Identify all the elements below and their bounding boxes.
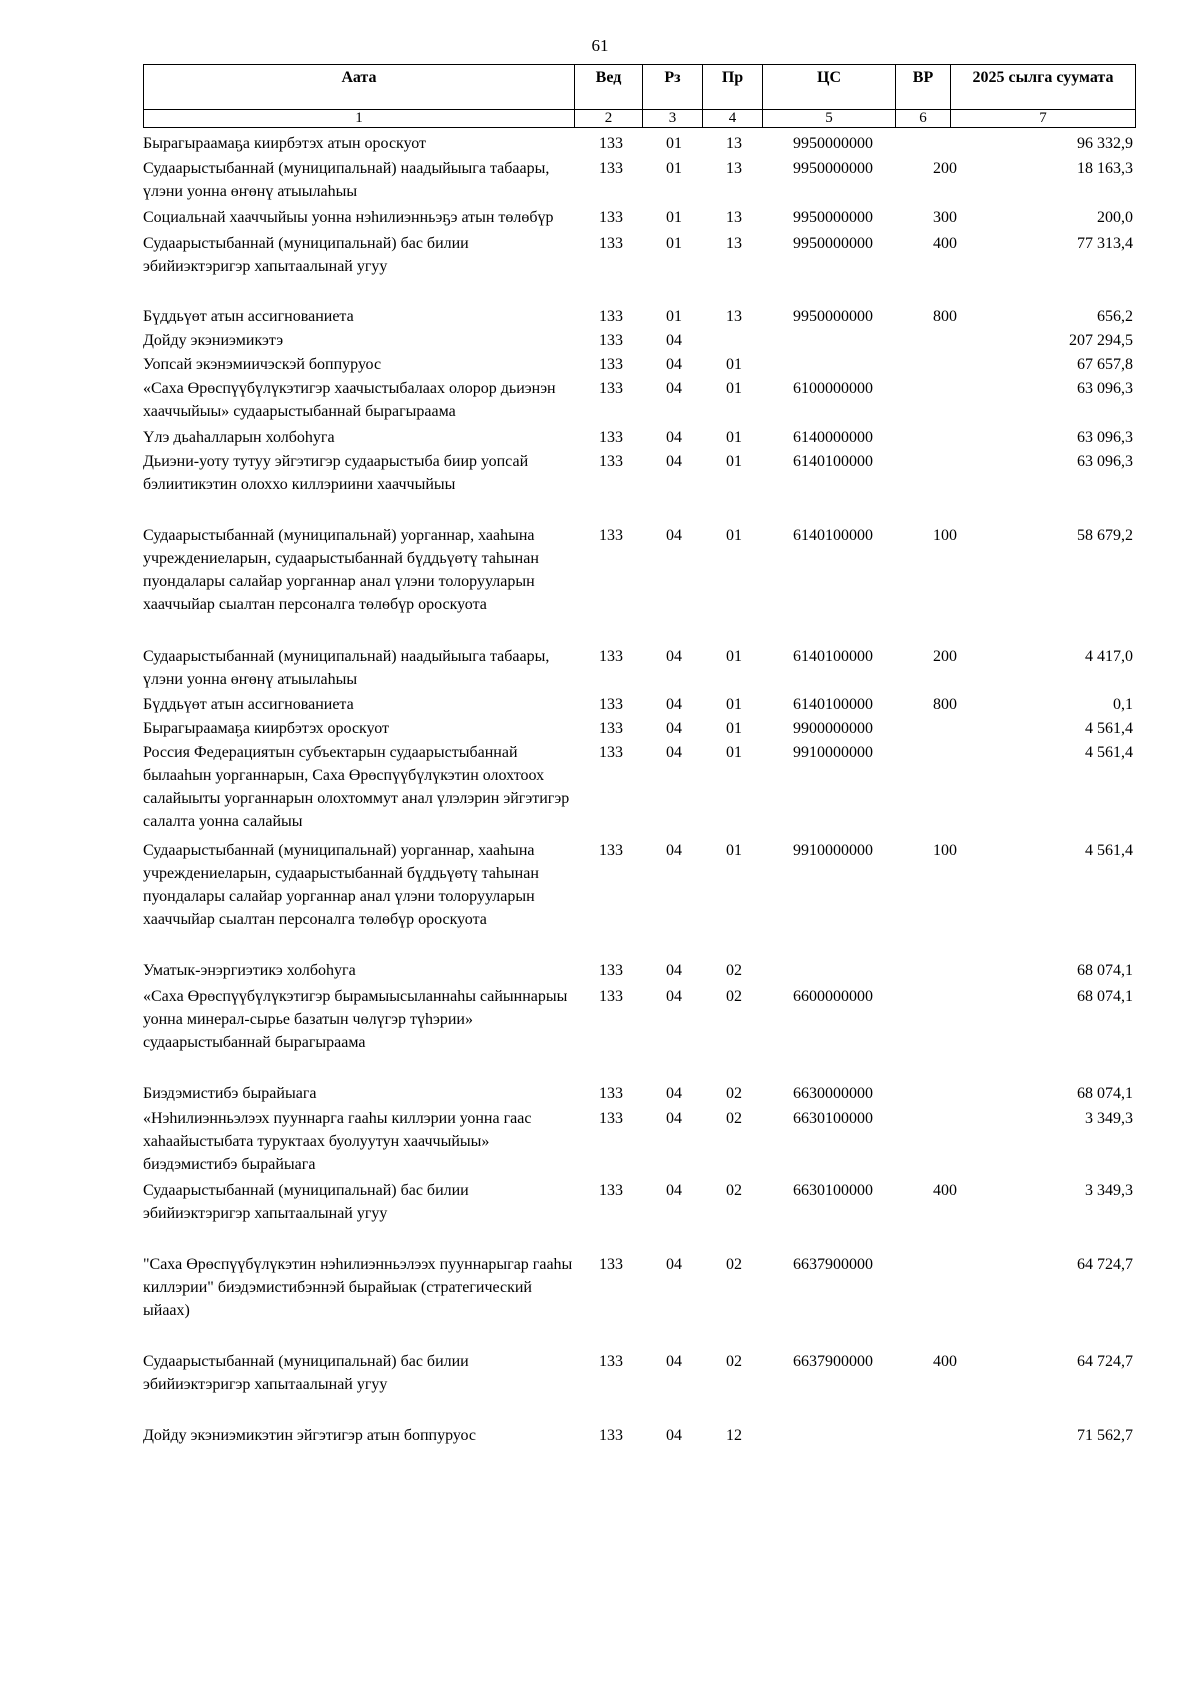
- table-row: [143, 1082, 1135, 1105]
- table-row: [143, 329, 1135, 352]
- row-vr: 400: [933, 1353, 957, 1370]
- table-row: [143, 353, 1135, 376]
- row-rz: 01: [666, 308, 682, 325]
- row-rz: 04: [666, 744, 682, 761]
- row-name: Судаарыстыбаннай (муниципальнай) наадыйыыга табаары, үлэни уонна өҥөнү атыылаһыы: [143, 648, 550, 688]
- row-sum: 0,1: [1113, 696, 1133, 713]
- row-rz: 04: [666, 1085, 682, 1102]
- row-sum: 4 417,0: [1085, 648, 1133, 665]
- table-row: [143, 305, 1135, 328]
- row-name: "Саха Өрөспүүбүлүкэтин нэһилиэнньэлээх пууннарыгар гааһы киллэрии" биэдэмистибэннэй бырайыак (стратегический ыйаах): [143, 1256, 573, 1319]
- row-rz: 04: [666, 1110, 682, 1127]
- row-rz: 04: [666, 453, 682, 470]
- row-pr: 01: [726, 453, 742, 470]
- row-cs: 6140100000: [793, 648, 873, 665]
- row-cs: 6140100000: [793, 696, 873, 713]
- row-rz: 04: [666, 380, 682, 397]
- row-name: Судаарыстыбаннай (муниципальнай) наадыйыыга табаары, үлэни уонна өҥөнү атыылаһыы: [143, 160, 550, 200]
- row-pr: 13: [726, 209, 742, 226]
- table-row: [143, 1350, 1135, 1396]
- row-pr: 13: [726, 308, 742, 325]
- row-rz: 04: [666, 332, 682, 349]
- table-row: [143, 206, 1135, 229]
- row-vr: 800: [933, 308, 957, 325]
- row-pr: 02: [726, 988, 742, 1005]
- row-pr: 01: [726, 356, 742, 373]
- row-vr: 400: [933, 1182, 957, 1199]
- row-pr: 02: [726, 1085, 742, 1102]
- row-pr: 13: [726, 135, 742, 152]
- row-ved: 133: [599, 988, 623, 1005]
- row-name: Бырагыраамаҕа киирбэтэх ороскуот: [143, 720, 389, 737]
- row-sum: 64 724,7: [1077, 1353, 1133, 1370]
- row-rz: 01: [666, 135, 682, 152]
- row-ved: 133: [599, 380, 623, 397]
- col-header-sum: 2025 сылга суумата: [951, 65, 1136, 110]
- row-ved: 133: [599, 332, 623, 349]
- row-name: Судаарыстыбаннай (муниципальнай) уорганнар, хааһына учреждениеларын, судаарыстыбаннай бүддьүөтү таһынан пуондалары салайар уорганнар анал үлэни толорууларын хааччыйар сыалтан персоналга төлөбүр ороскуота: [143, 842, 539, 928]
- row-rz: 01: [666, 160, 682, 177]
- row-ved: 133: [599, 356, 623, 373]
- row-pr: 13: [726, 160, 742, 177]
- page-number: 61: [591, 36, 609, 55]
- table-row: [143, 132, 1135, 155]
- table-row: [143, 985, 1135, 1054]
- row-ved: 133: [599, 1085, 623, 1102]
- row-sum: 4 561,4: [1085, 842, 1133, 859]
- row-name: «Саха Өрөспүүбүлүкэтигэр бырамыысыланнаһы сайыннарыы уонна минерал-сырье базатын чөлүгэр түһэрии» судаарыстыбаннай бырагыраама: [143, 988, 568, 1051]
- col-number: 2: [575, 110, 643, 128]
- col-header-rz: Рз: [643, 65, 703, 110]
- row-pr: 02: [726, 1256, 742, 1273]
- table-row: [143, 524, 1135, 616]
- table-row: [143, 741, 1135, 833]
- row-rz: 04: [666, 988, 682, 1005]
- table-row: [143, 450, 1135, 496]
- row-cs: 6630000000: [793, 1085, 873, 1102]
- row-cs: 6630100000: [793, 1110, 873, 1127]
- row-name: Үлэ дьаһалларын холбоһуга: [143, 429, 335, 446]
- row-sum: 4 561,4: [1085, 744, 1133, 761]
- row-pr: 01: [726, 648, 742, 665]
- row-pr: 12: [726, 1427, 742, 1444]
- row-cs: 9950000000: [793, 235, 873, 252]
- row-pr: 01: [726, 696, 742, 713]
- row-sum: 63 096,3: [1077, 429, 1133, 446]
- row-sum: 68 074,1: [1077, 988, 1133, 1005]
- row-ved: 133: [599, 1110, 623, 1127]
- row-name: Социальнай хааччыйыы уонна нэһилиэнньэҕэ атын төлөбүр: [143, 209, 554, 226]
- row-pr: 01: [726, 380, 742, 397]
- row-cs: 9950000000: [793, 308, 873, 325]
- row-pr: 02: [726, 1110, 742, 1127]
- row-ved: 133: [599, 527, 623, 544]
- row-name: Судаарыстыбаннай (муниципальнай) уорганнар, хааһына учреждениеларын, судаарыстыбаннай бүддьүөтү таһынан пуондалары салайар уорганнар анал үлэни толорууларын хааччыйар сыалтан персоналга төлөбүр ороскуота: [143, 527, 539, 613]
- table-row: [143, 1424, 1135, 1447]
- row-sum: 200,0: [1097, 209, 1133, 226]
- row-rz: 04: [666, 1256, 682, 1273]
- col-number: 3: [643, 110, 703, 128]
- row-cs: 6600000000: [793, 988, 873, 1005]
- row-rz: 04: [666, 527, 682, 544]
- row-rz: 04: [666, 720, 682, 737]
- row-ved: 133: [599, 720, 623, 737]
- row-cs: 6630100000: [793, 1182, 873, 1199]
- col-number: 7: [951, 110, 1136, 128]
- row-name: Уматык-энэргиэтикэ холбоһуга: [143, 962, 356, 979]
- row-name: Бүддьүөт атын ассигнованиета: [143, 696, 354, 713]
- col-number: 5: [763, 110, 896, 128]
- row-name: Уопсай экэнэмиичэскэй боппуруос: [143, 356, 382, 373]
- row-pr: 13: [726, 235, 742, 252]
- col-number: 6: [896, 110, 951, 128]
- row-rz: 04: [666, 842, 682, 859]
- row-pr: 01: [726, 429, 742, 446]
- row-name: «Саха Өрөспүүбүлүкэтигэр хаачыстыбалаах олорор дьиэнэн хааччыйыы» судаарыстыбаннай бырагыраама: [143, 380, 556, 420]
- row-name: Дойду экэниэмикэтэ: [143, 332, 284, 349]
- row-rz: 04: [666, 1353, 682, 1370]
- row-ved: 133: [599, 160, 623, 177]
- row-sum: 656,2: [1097, 308, 1133, 325]
- row-sum: 3 349,3: [1085, 1110, 1133, 1127]
- row-cs: 6637900000: [793, 1256, 873, 1273]
- row-ved: 133: [599, 1353, 623, 1370]
- col-header-vr: ВР: [896, 65, 951, 110]
- row-vr: 100: [933, 842, 957, 859]
- col-number: 4: [703, 110, 763, 128]
- row-rz: 01: [666, 209, 682, 226]
- table-row: [143, 157, 1135, 203]
- row-name: Бырагыраамаҕа киирбэтэх атын ороскуот: [143, 135, 426, 152]
- col-header-pr: Пр: [703, 65, 763, 110]
- row-ved: 133: [599, 209, 623, 226]
- row-sum: 58 679,2: [1077, 527, 1133, 544]
- row-sum: 96 332,9: [1077, 135, 1133, 152]
- table-row: [143, 377, 1135, 423]
- row-ved: 133: [599, 235, 623, 252]
- row-pr: 01: [726, 842, 742, 859]
- table-row: [143, 1179, 1135, 1225]
- table-row: [143, 1253, 1135, 1322]
- row-cs: 9910000000: [793, 744, 873, 761]
- row-ved: 133: [599, 1182, 623, 1199]
- row-vr: 800: [933, 696, 957, 713]
- row-ved: 133: [599, 135, 623, 152]
- row-ved: 133: [599, 962, 623, 979]
- table-row: [143, 693, 1135, 716]
- row-cs: 9900000000: [793, 720, 873, 737]
- row-vr: 200: [933, 648, 957, 665]
- row-cs: 9950000000: [793, 135, 873, 152]
- row-name: Судаарыстыбаннай (муниципальнай) бас билии эбийиэктэригэр хапытаалынай угуу: [143, 235, 469, 275]
- row-sum: 18 163,3: [1077, 160, 1133, 177]
- table-row: [143, 1107, 1135, 1176]
- row-pr: 01: [726, 527, 742, 544]
- row-name: Дьиэни-уоту тутуу эйгэтигэр судаарыстыба биир уопсай бэлиитикэтин олоххо киллэриини хааччыйыы: [143, 453, 529, 493]
- table-header: [143, 64, 1136, 128]
- row-sum: 63 096,3: [1077, 453, 1133, 470]
- row-rz: 01: [666, 235, 682, 252]
- row-pr: 01: [726, 720, 742, 737]
- row-pr: 02: [726, 962, 742, 979]
- row-cs: 6140100000: [793, 527, 873, 544]
- table-row: [143, 839, 1135, 931]
- row-cs: 6100000000: [793, 380, 873, 397]
- row-ved: 133: [599, 308, 623, 325]
- row-vr: 300: [933, 209, 957, 226]
- row-sum: 64 724,7: [1077, 1256, 1133, 1273]
- row-cs: 6637900000: [793, 1353, 873, 1370]
- row-ved: 133: [599, 744, 623, 761]
- row-vr: 400: [933, 235, 957, 252]
- row-name: Биэдэмистибэ бырайыага: [143, 1085, 317, 1102]
- col-header-name: Аата: [144, 65, 575, 110]
- col-number: 1: [144, 110, 575, 128]
- row-ved: 133: [599, 453, 623, 470]
- row-sum: 77 313,4: [1077, 235, 1133, 252]
- row-rz: 04: [666, 1182, 682, 1199]
- row-ved: 133: [599, 648, 623, 665]
- table-row: [143, 645, 1135, 691]
- row-rz: 04: [666, 962, 682, 979]
- row-ved: 133: [599, 842, 623, 859]
- table-row: [143, 959, 1135, 982]
- row-sum: 68 074,1: [1077, 1085, 1133, 1102]
- row-rz: 04: [666, 648, 682, 665]
- row-ved: 133: [599, 1427, 623, 1444]
- row-rz: 04: [666, 696, 682, 713]
- row-cs: 6140000000: [793, 429, 873, 446]
- table-row: [143, 426, 1135, 449]
- row-ved: 133: [599, 1256, 623, 1273]
- row-sum: 71 562,7: [1077, 1427, 1133, 1444]
- col-header-cs: ЦС: [763, 65, 896, 110]
- col-header-ved: Вед: [575, 65, 643, 110]
- row-vr: 100: [933, 527, 957, 544]
- row-ved: 133: [599, 429, 623, 446]
- row-rz: 04: [666, 356, 682, 373]
- row-sum: 68 074,1: [1077, 962, 1133, 979]
- row-name: «Нэһилиэнньэлээх пууннарга гааһы киллэрии уонна гаас хаһаайыстыбата туруктаах буолуутун хааччыйыы» биэдэмистибэ бырайыага: [143, 1110, 532, 1173]
- table-row: [143, 717, 1135, 740]
- row-name: Бүддьүөт атын ассигнованиета: [143, 308, 354, 325]
- row-sum: 63 096,3: [1077, 380, 1133, 397]
- row-cs: 6140100000: [793, 453, 873, 470]
- row-sum: 4 561,4: [1085, 720, 1133, 737]
- row-cs: 9950000000: [793, 160, 873, 177]
- row-rz: 04: [666, 1427, 682, 1444]
- row-ved: 133: [599, 696, 623, 713]
- row-sum: 67 657,8: [1077, 356, 1133, 373]
- row-name: Россия Федерациятын субъектарын судаарыстыбаннай былааһын уорганнарын, Саха Өрөспүүбүлүкэтин олохтоох салайыыты уорганнарын олохтоммут анал үлэлэрин эйгэтигэр салалта уонна салайыы: [143, 744, 570, 830]
- table-row: [143, 232, 1135, 278]
- row-rz: 04: [666, 429, 682, 446]
- row-vr: 200: [933, 160, 957, 177]
- row-name: Дойду экэниэмикэтин эйгэтигэр атын боппуруос: [143, 1427, 476, 1444]
- row-name: Судаарыстыбаннай (муниципальнай) бас билии эбийиэктэригэр хапытаалынай угуу: [143, 1353, 469, 1393]
- row-sum: 207 294,5: [1069, 332, 1133, 349]
- row-pr: 02: [726, 1353, 742, 1370]
- row-cs: 9950000000: [793, 209, 873, 226]
- row-pr: 02: [726, 1182, 742, 1199]
- row-pr: 01: [726, 744, 742, 761]
- row-cs: 9910000000: [793, 842, 873, 859]
- row-sum: 3 349,3: [1085, 1182, 1133, 1199]
- row-name: Судаарыстыбаннай (муниципальнай) бас билии эбийиэктэригэр хапытаалынай угуу: [143, 1182, 469, 1222]
- budget-table-body: [143, 132, 1135, 1447]
